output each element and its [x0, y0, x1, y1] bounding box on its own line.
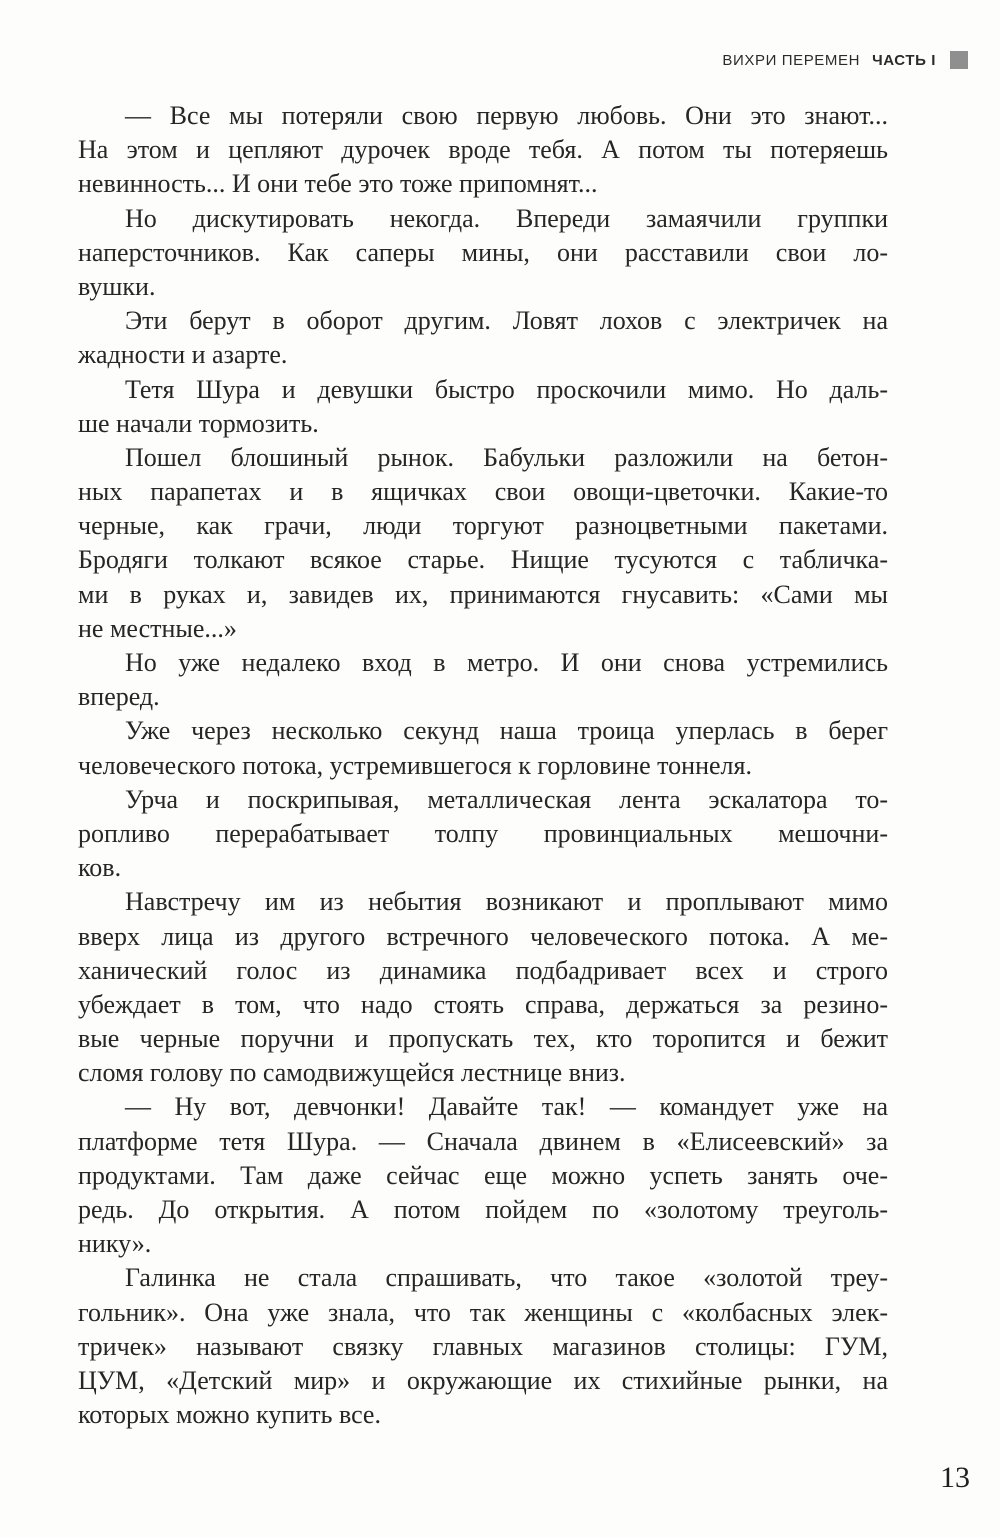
text-line: невинность... И они тебе это тоже припомнят... — [78, 169, 598, 199]
page-number: 13 — [940, 1461, 970, 1494]
text-line: вые черные поручни и пропускать тех, кто торопится и бежит — [78, 1024, 888, 1054]
running-head — [722, 48, 968, 72]
text-line: Галинка не стала спрашивать, что такое «золотой треу- — [125, 1263, 888, 1293]
text-line: тричек» называют связку главных магазинов столицы: ГУМ, — [78, 1331, 888, 1361]
text-line: — Ну вот, девчонки! Давайте так! — командует уже на — [125, 1092, 888, 1122]
text-line: Но дискутировать некогда. Впереди замаячили группки — [125, 203, 888, 233]
part-label: ЧАСТЬ I — [872, 51, 936, 69]
text-line: ков. — [78, 853, 122, 883]
text-line: наперсточников. Как саперы мины, они расставили свои ло- — [78, 237, 888, 267]
text-line: — Все мы потеряли свою первую любовь. Они это знают... — [125, 101, 888, 130]
body-text — [78, 99, 888, 1432]
text-line: убеждает в том, что надо стоять справа, держаться за резино- — [78, 989, 888, 1019]
text-line: сломя голову по самодвижущейся лестнице вниз. — [78, 1058, 626, 1088]
text-line: вверх лица из другого встречного человеческого потока. А ме- — [78, 921, 888, 951]
text-line: Бродяги толкают всякое старье. Нищие тусуются с табличка- — [78, 545, 888, 575]
text-line: черные, как грачи, люди торгуют разноцветными пакетами. — [78, 511, 888, 541]
book-title: ВИХРИ ПЕРЕМЕН — [722, 51, 861, 69]
text-line: Эти берут в оборот другим. Ловят лохов с электричек на — [125, 306, 888, 336]
text-line: ропливо перерабатывает толпу провинциальных мешочни- — [78, 818, 888, 848]
text-line: Уже через несколько секунд наша троица уперлась в берег — [125, 716, 888, 746]
text-line: которых можно купить все. — [78, 1400, 381, 1430]
text-line: гольник». Она уже знала, что так женщины с «колбасных элек- — [78, 1297, 888, 1327]
text-line: редь. До открытия. А потом пойдем по «золотому треуголь- — [78, 1195, 888, 1224]
text-line: На этом и цепляют дурочек вроде тебя. А потом ты потеряешь — [78, 135, 888, 165]
text-line: продуктами. Там даже сейчас еще можно успеть занять оче- — [78, 1160, 888, 1190]
text-line: человеческого потока, устремившегося к горловине тоннеля. — [78, 750, 752, 780]
text-line: Но уже недалеко вход в метро. И они снова устремились — [125, 648, 888, 677]
text-line: Урча и поскрипывая, металлическая лента эскалатора то- — [125, 784, 888, 814]
text-line: ных парапетах и в ящичках свои овощи-цветочки. Какие-то — [78, 477, 888, 507]
text-line: ханический голос из динамика подбадривает всех и строго — [78, 955, 888, 985]
text-line: ше начали тормозить. — [78, 408, 319, 438]
text-line: вперед. — [78, 682, 160, 712]
text-line: вушки. — [78, 271, 156, 301]
text-line: ЦУМ, «Детский мир» и окружающие их стихийные рынки, на — [78, 1365, 888, 1395]
text-line: жадности и азарте. — [78, 340, 288, 370]
text-line: ми в руках и, завидев их, принимаются гнусавить: «Сами мы — [78, 579, 888, 609]
text-line: нику». — [78, 1229, 152, 1259]
text-line: платформе тетя Шура. — Сначала двинем в «Елисеевский» за — [78, 1126, 888, 1156]
text-line: Пошел блошиный рынок. Бабульки разложили на бетон- — [125, 442, 888, 472]
text-line: не местные...» — [78, 613, 237, 643]
text-line: Навстречу им из небытия возникают и проплывают мимо — [125, 887, 888, 917]
header-square-mark — [950, 51, 968, 69]
text-line: Тетя Шура и девушки быстро проскочили мимо. Но даль- — [125, 374, 888, 404]
